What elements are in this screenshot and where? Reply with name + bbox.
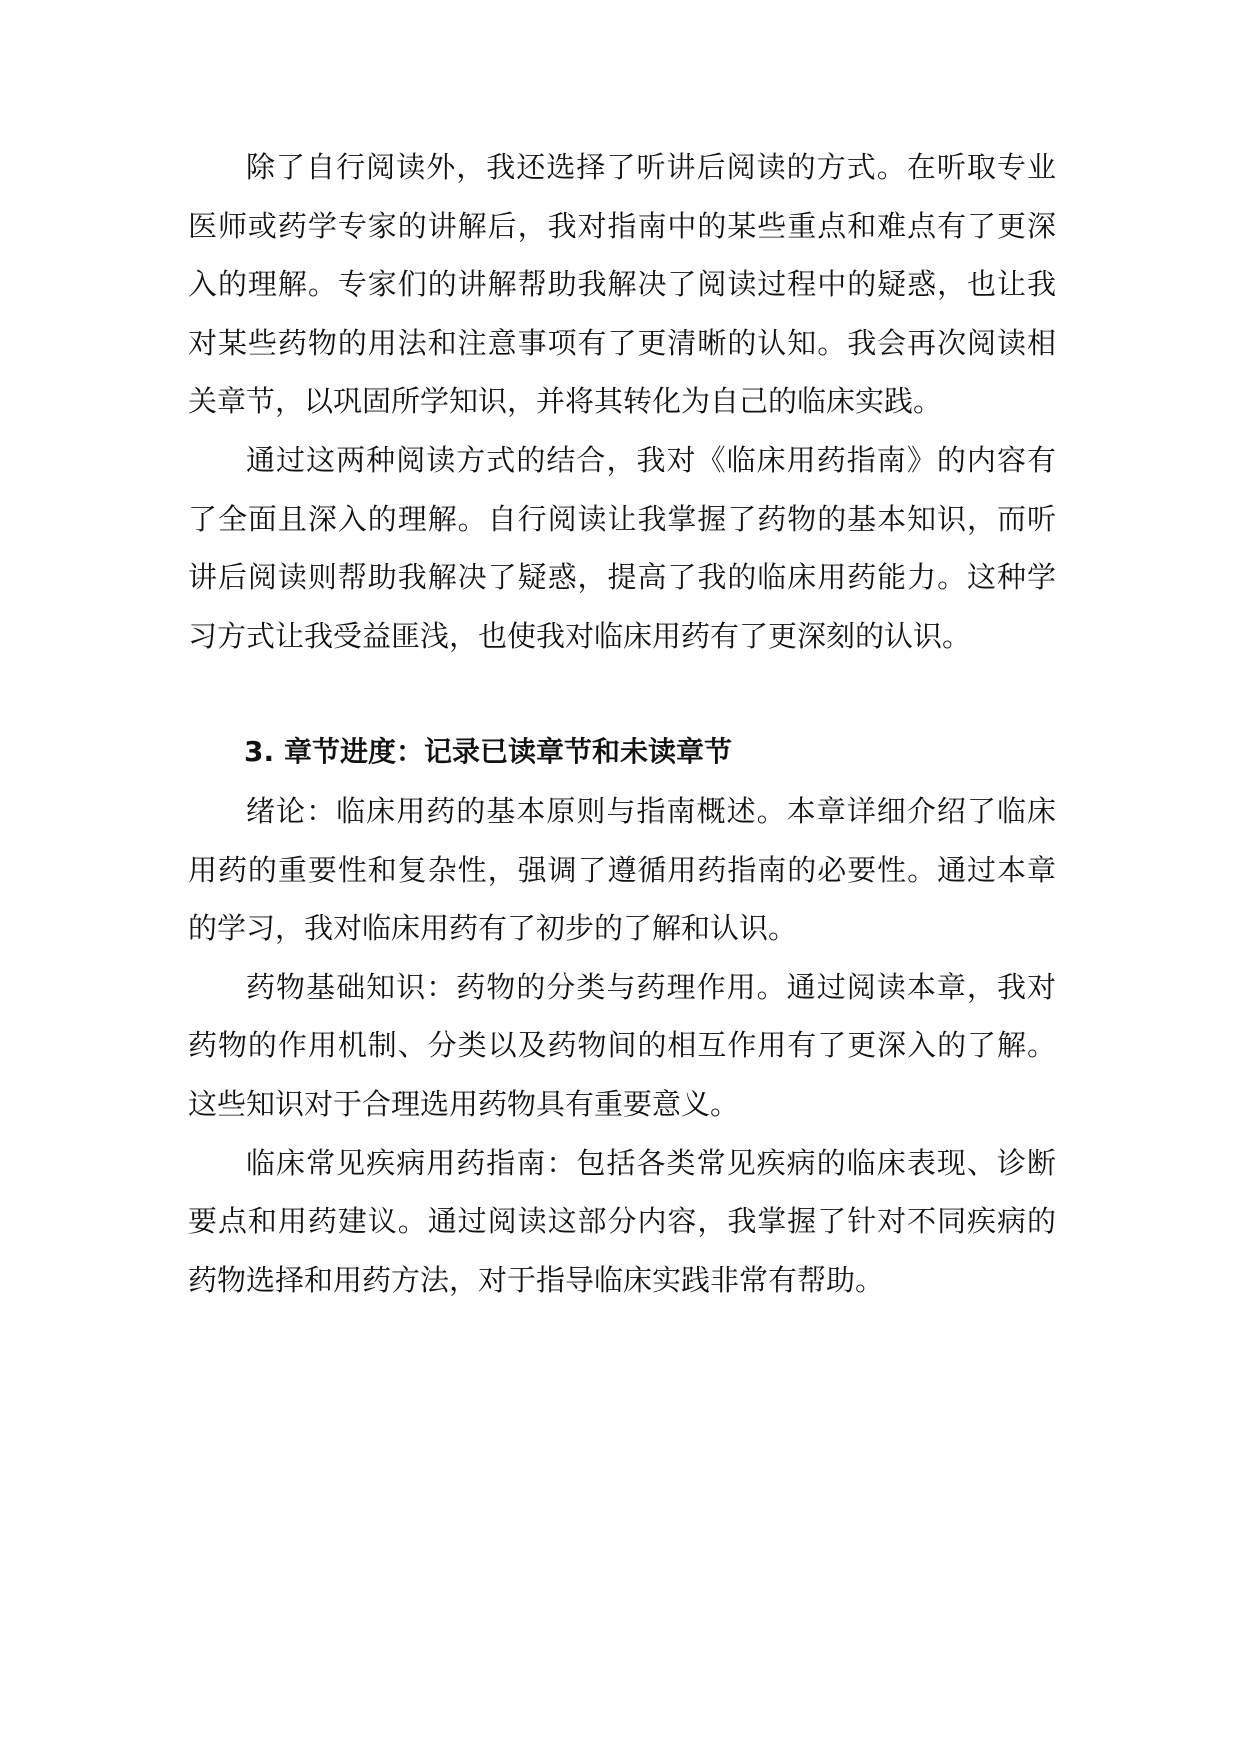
section-heading (188, 723, 1056, 782)
section-title: 章节进度：记录已读章节和未读章节 (284, 735, 733, 769)
paragraph-combined-reading: 通过这两种阅读方式的结合，我对《临床用药指南》的内容有了全面且深入的理解。自行阅读让我掌握了药物的基本知识，而听讲后阅读则帮助我解决了疑惑，提高了我的临床用药能力。这种学习方式让我受益匪浅，也使我对临床用药有了更深刻的认识。 (188, 442, 1056, 653)
paragraph-listening-reading: 除了自行阅读外，我还选择了听讲后阅读的方式。在听取专业医师或药学专家的讲解后，我对指南中的某些重点和难点有了更深入的理解。专家们的讲解帮助我解决了阅读过程中的疑惑，也让我对某些药物的用法和注意事项有了更清晰的认知。我会再次阅读相关章节，以巩固所学知识，并将其转化为自己的临床实践。 (188, 150, 1056, 419)
paragraph-chapter-common-diseases: 临床常见疾病用药指南：包括各类常见疾病的临床表现、诊断要点和用药建议。通过阅读这部分内容，我掌握了针对不同疾病的药物选择和用药方法，对于指导临床实践非常有帮助。 (188, 1145, 1056, 1297)
section-number: 3. (244, 735, 275, 769)
paragraph-chapter-drug-basics: 药物基础知识：药物的分类与药理作用。通过阅读本章，我对药物的作用机制、分类以及药物间的相互作用有了更深入的了解。这些知识对于合理选用药物具有重要意义。 (188, 969, 1056, 1121)
document-body (188, 138, 1056, 1309)
paragraph-chapter-introduction: 绪论：临床用药的基本原则与指南概述。本章详细介绍了临床用药的重要性和复杂性，强调了遵循用药指南的必要性。通过本章的学习，我对临床用药有了初步的了解和认识。 (188, 793, 1056, 946)
